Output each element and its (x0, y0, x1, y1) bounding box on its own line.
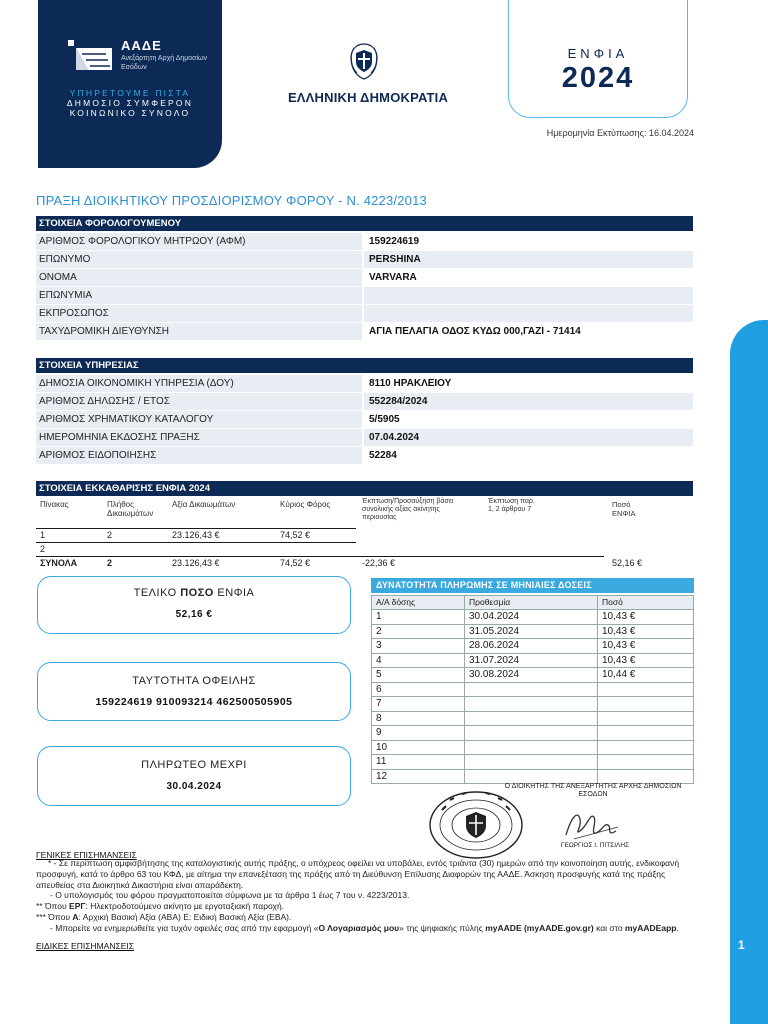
row-label: ΗΜΕΡΟΜΗΝΙΑ ΕΚΔΟΣΗΣ ΠΡΑΞΗΣ (36, 429, 362, 446)
row1-main-tax: 74,52 € (280, 530, 311, 540)
col-header-no: Α/Α δόσης (372, 596, 465, 610)
installment-deadline (465, 726, 598, 741)
print-date: Ημερομηνία Εκτύπωσης: 16.04.2024 (546, 128, 694, 138)
row-value: PERSHINA (364, 251, 693, 268)
aade-logo-icon (68, 40, 112, 70)
installment-deadline: 31.07.2024 (465, 653, 598, 668)
aade-logo-name: ΑΑΔΕ (121, 38, 162, 53)
final-amount-title-pre: ΤΕΛΙΚΟ (133, 587, 181, 599)
special-notes-heading: ΕΙΔΙΚΕΣ ΕΠΙΣΗΜΑΝΣΕΙΣ (36, 941, 135, 951)
row1-value: 23.126,43 € (172, 530, 220, 540)
document-title: ΠΡΑΞΗ ΔΙΟΙΚΗΤΙΚΟΥ ΠΡΟΣΔΙΟΡΙΣΜΟΥ ΦΟΡΟΥ - Ν. 4223/2013 (36, 193, 427, 208)
installment-row (372, 682, 694, 697)
installment-row (372, 755, 694, 770)
installment-row (372, 697, 694, 712)
totals-label: ΣΥΝΟΛΑ (40, 558, 78, 568)
installment-amount: 10,43 € (598, 610, 694, 625)
installment-row (372, 653, 694, 668)
row-value: 52284 (364, 447, 693, 464)
service-row (36, 447, 693, 464)
totals-count: 2 (107, 558, 113, 568)
note-myaade-pre: - Μπορείτε να ενημερωθείτε για τυχόν οφειλές σας από την εφαρμογή « (50, 922, 319, 933)
note-aba (36, 912, 704, 923)
row-value (364, 305, 693, 322)
row-label: ΟΝΟΜΑ (36, 269, 362, 286)
taxpayer-row (36, 305, 693, 322)
note-myaade-post: . (676, 922, 679, 933)
installment-no: 6 (372, 682, 465, 697)
col-header-value: Αξία Δικαιωμάτων (172, 500, 236, 509)
installment-amount: 10,44 € (598, 668, 694, 683)
col-header-table: Πίνακας (40, 500, 69, 509)
installment-no: 10 (372, 740, 465, 755)
taxpayer-row (36, 251, 693, 268)
col-header-discount: Έκπτωση παρ. 1, 2 άρθρου 7 (488, 498, 535, 513)
aade-motto (40, 88, 220, 118)
debt-id-value: 159224619 910093214 462500505905 (95, 696, 293, 708)
installment-deadline: 30.08.2024 (465, 668, 598, 683)
row-value: 5/5905 (364, 411, 693, 428)
installment-row (372, 639, 694, 654)
installment-deadline (465, 769, 598, 784)
row-label: ΑΡΙΘΜΟΣ ΧΡΗΜΑΤΙΚΟΥ ΚΑΤΑΛΟΓΟΥ (36, 411, 362, 428)
official-seal-icon (428, 790, 524, 860)
col-header-discount-bonus: Έκπτωση/Προσαύξηση βάσει συνολικής αξίας ακίνητης περιουσίας (362, 498, 454, 521)
installment-row (372, 668, 694, 683)
due-date-value: 30.04.2024 (166, 781, 222, 792)
row-label: ΑΡΙΘΜΟΣ ΦΟΡΟΛΟΓΙΚΟΥ ΜΗΤΡΩΟΥ (ΑΦΜ) (36, 233, 362, 250)
installment-row (372, 610, 694, 625)
row-label: ΔΗΜΟΣΙΑ ΟΙΚΟΝΟΜΙΚΗ ΥΠΗΡΕΣΙΑ (ΔΟΥ) (36, 375, 362, 392)
service-row (36, 375, 693, 392)
installments-header-row (372, 596, 694, 610)
due-date-title: ΠΛΗΡΩΤΕΟ ΜΕΧΡΙ (141, 759, 247, 771)
installment-no: 1 (372, 610, 465, 625)
aade-logo-subtitle: Ανεξάρτητη Αρχή Δημοσίων Εσόδων (121, 55, 208, 71)
taxpayer-row (36, 323, 693, 340)
note-aba-post: : Αρχική Βασική Αξία (ΑΒΑ) Ε: Ειδική Βασική Αξία (ΕΒΑ). (78, 911, 292, 922)
taxpayer-row (36, 287, 693, 304)
service-row (36, 411, 693, 428)
note-myaade-app: myAADEapp (624, 922, 677, 933)
final-amount-title (37, 587, 351, 599)
totals-main-tax: 74,52 € (280, 558, 311, 568)
debt-id-title: ΤΑΥΤΟΤΗΤΑ ΟΦΕΙΛΗΣ (132, 675, 256, 687)
signatory-name: ΓΕΩΡΓΙΟΣ Ι. ΠΙΤΣΙΛΗΣ (560, 842, 630, 849)
installment-no: 4 (372, 653, 465, 668)
installment-deadline (465, 682, 598, 697)
row-value: 159224619 (364, 233, 693, 250)
installment-no: 11 (372, 755, 465, 770)
note-erg (36, 901, 704, 912)
note-aba-pre: *** Όπου (36, 911, 73, 922)
installment-amount: 10,43 € (598, 653, 694, 668)
col-header-amount: Ποσό (598, 596, 694, 610)
note-myaade-account: Ο Λογαριασμός μου (318, 922, 400, 933)
service-row (36, 429, 693, 446)
installment-no: 3 (372, 639, 465, 654)
taxpayer-row (36, 233, 693, 250)
table-rule (36, 556, 604, 557)
installment-row (372, 726, 694, 741)
general-notes-heading: ΓΕΝΙΚΕΣ ΕΠΙΣΗΜΑΝΣΕΙΣ (36, 850, 137, 860)
enfia-label: ΕΝΦΙΑ (567, 46, 629, 61)
note-erg-pre: ** Όπου (36, 901, 70, 912)
row-value: 07.04.2024 (364, 429, 693, 446)
installment-row (372, 711, 694, 726)
note-calculation: - Ο υπολογισμός του φόρου πραγματοποιείται σύμφωνα με τα άρθρα 1 έως 7 του ν. 4223/2013. (50, 890, 410, 901)
installment-no: 2 (372, 624, 465, 639)
motto-line-3: ΚΟΙΝΩΝΙΚΟ ΣΥΝΟΛΟ (69, 108, 191, 118)
row1-table: 1 (40, 530, 46, 540)
side-accent-bar (730, 320, 768, 1024)
service-section-heading: ΣΤΟΙΧΕΙΑ ΥΠΗΡΕΣΙΑΣ (36, 358, 693, 373)
hellenic-republic-title: ΕΛΛΗΝΙΚΗ ΔΗΜΟΚΡΑΤΙΑ (287, 90, 449, 105)
taxpayer-section-heading: ΣΤΟΙΧΕΙΑ ΦΟΡΟΛΟΓΟΥΜΕΝΟΥ (36, 216, 693, 231)
installment-no: 9 (372, 726, 465, 741)
col-header-count: Πλήθος Δικαιωμάτων (107, 500, 154, 518)
installment-amount: 10,43 € (598, 624, 694, 639)
final-amount-box (37, 576, 351, 634)
installment-row (372, 740, 694, 755)
col-header-main-tax: Κύριος Φόρος (280, 500, 331, 509)
installment-amount: 10,43 € (598, 639, 694, 654)
col-header-amount: Ποσό ΕΝΦΙΑ (612, 500, 636, 518)
enfia-year: 2024 (561, 62, 635, 94)
row2-table: 2 (40, 544, 46, 554)
row-label: ΕΠΩΝΥΜΟ (36, 251, 362, 268)
row-label: ΕΠΩΝΥΜΙΑ (36, 287, 362, 304)
table-rule (36, 542, 356, 543)
installment-row (372, 769, 694, 784)
installment-amount (598, 740, 694, 755)
installment-no: 7 (372, 697, 465, 712)
installment-no: 5 (372, 668, 465, 683)
installment-deadline: 30.04.2024 (465, 610, 598, 625)
note-myaade-mid2: και στο (593, 922, 625, 933)
row-value: VARVARA (364, 269, 693, 286)
table-rule (36, 528, 356, 529)
row-value: ΑΓΙΑ ΠΕΛΑΓΙΑ ΟΔΟΣ ΚΥΔΩ 000,ΓΑΖΙ - 71414 (364, 323, 693, 340)
installment-no: 8 (372, 711, 465, 726)
signatory-title: Ο ΔΙΟΙΚΗΤΗΣ ΤΗΣ ΑΝΕΞΑΡΤΗΤΗΣ ΑΡΧΗΣ ΔΗΜΟΣΙΩΝ ΕΣΟΔΩΝ (504, 783, 682, 798)
installment-deadline (465, 711, 598, 726)
installment-amount (598, 682, 694, 697)
clearance-section-heading: ΣΤΟΙΧΕΙΑ ΕΚΚΑΘΑΡΙΣΗΣ ΕΝΦΙΑ 2024 (36, 481, 693, 496)
row-label: ΕΚΠΡΟΣΩΠΟΣ (36, 305, 362, 322)
installment-amount (598, 711, 694, 726)
note-myaade (36, 923, 704, 934)
note-erg-bold: ΕΡΓ (69, 901, 86, 912)
note-aba-bold: Α (72, 911, 79, 922)
installment-amount (598, 697, 694, 712)
row-label: ΑΡΙΘΜΟΣ ΔΗΛΩΣΗΣ / ΕΤΟΣ (36, 393, 362, 410)
col-header-deadline: Προθεσμία (465, 596, 598, 610)
installments-heading: ΔΥΝΑΤΟΤΗΤΑ ΠΛΗΡΩΜΗΣ ΣΕ ΜΗΝΙΑΙΕΣ ΔΟΣΕΙΣ (371, 578, 694, 593)
note-myaade-portal: myAADE (myAADE.gov.gr) (485, 922, 594, 933)
installment-amount (598, 755, 694, 770)
installment-deadline: 31.05.2024 (465, 624, 598, 639)
row-label: ΤΑΧΥΔΡΟΜΙΚΗ ΔΙΕΥΘΥΝΣΗ (36, 323, 362, 340)
installment-no: 12 (372, 769, 465, 784)
totals-value: 23.126,43 € (172, 558, 220, 568)
final-amount-title-post: ΕΝΦΙΑ (213, 587, 255, 599)
due-date-box (37, 746, 351, 806)
general-notes (36, 858, 704, 934)
installment-deadline (465, 740, 598, 755)
installment-row (372, 624, 694, 639)
final-amount-title-bold: ΠΟΣΟ (180, 587, 214, 599)
debt-id-box (37, 662, 351, 721)
taxpayer-row (36, 269, 693, 286)
installments-table (371, 595, 694, 784)
row-value: 8110 ΗΡΑΚΛΕΙΟΥ (364, 375, 693, 392)
motto-line-2: ΔΗΜΟΣΙΟ ΣΥΜΦΕΡΟΝ (66, 98, 194, 108)
totals-discount-bonus: -22,36 € (362, 558, 396, 568)
row-label: ΑΡΙΘΜΟΣ ΕΙΔΟΠΟΙΗΣΗΣ (36, 447, 362, 464)
row1-count: 2 (107, 530, 113, 540)
note-myaade-mid: » της ψηφιακής πύλης (399, 922, 486, 933)
installment-amount (598, 769, 694, 784)
installment-deadline: 28.06.2024 (465, 639, 598, 654)
installment-amount (598, 726, 694, 741)
motto-line-1: ΥΠΗΡΕΤΟΥΜΕ ΠΙΣΤΑ (69, 88, 191, 98)
final-amount-value: 52,16 € (175, 609, 213, 620)
installment-deadline (465, 755, 598, 770)
greek-crest-icon (348, 42, 380, 80)
totals-amount: 52,16 € (612, 558, 643, 568)
row-value (364, 287, 693, 304)
page-number: 1 (738, 938, 745, 952)
installment-deadline (465, 697, 598, 712)
aade-logo-panel (38, 0, 222, 168)
service-row (36, 393, 693, 410)
row-value: 552284/2024 (364, 393, 693, 410)
handwritten-signature-icon (560, 805, 624, 843)
note-erg-post: : Ηλεκτροδοτούμενο ακίνητο με εργοταξιακή παροχή. (85, 901, 285, 912)
note-appeal: * - Σε περίπτωση αμφισβήτησης της καταλογιστικής αυτής πράξης, ο υπόχρεος οφείλει να υποβάλει, εντός τριάντα (30) ημερών από την κοινοποίηση αυτής, ενδικοφανή προσφυγή, κατά το άρθρο 63 του ΚΦΔ, με αίτημα την επανεξέταση της πράξης από τη Διεύθυνση Επίλυσης Διαφορών της ΑΑΔΕ. Άσκηση προσφυγής κατά της πράξης απευθείας στα Διοικητικά Δικαστήρια είναι απαράδεκτη. (36, 858, 680, 890)
